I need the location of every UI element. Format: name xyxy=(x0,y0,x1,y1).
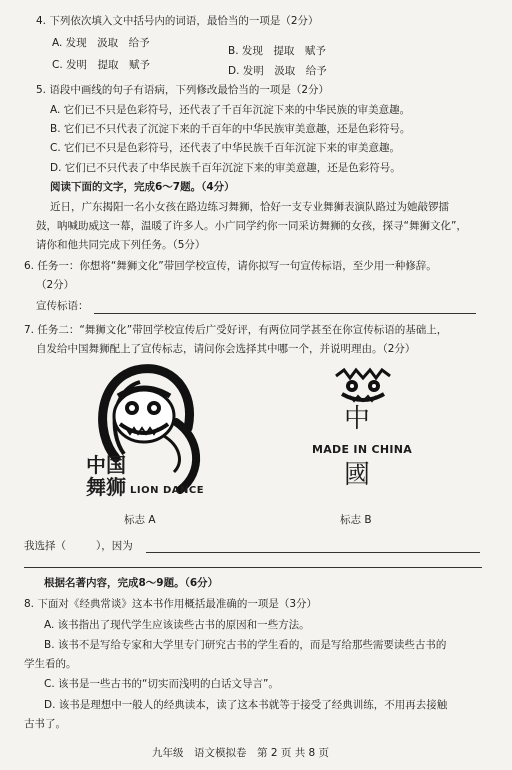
logo-a-text-en: LION DANCE xyxy=(130,485,205,496)
q8-option-a: A. 该书指出了现代学生应该读些古书的原因和一些方法。 xyxy=(44,619,310,631)
passage-line-3: 请你和他共同完成下列任务。（5分） xyxy=(36,239,206,251)
caption-logo-a: 标志 A xyxy=(124,514,156,526)
lion-head-logo-b xyxy=(330,366,396,406)
q4-option-a: A. 发现 汲取 给予 xyxy=(52,37,150,49)
q8-option-b-line-2: 学生看的。 xyxy=(24,658,77,670)
page-footer: 九年级 语文模拟卷 第 2 页 共 8 页 xyxy=(152,747,330,759)
q8-option-d-line-2: 古书了。 xyxy=(24,718,66,730)
q8-option-b-line-1: B. 该书不是写给专家和大学里专门研究古书的学生看的，而是写给那些需要读些古书的 xyxy=(44,639,447,651)
logo-b-char-zhong: 中 xyxy=(344,404,371,434)
slogan-label: 宣传标语： xyxy=(36,300,89,312)
reading-instruction-8-9: 根据名著内容，完成8～9题。（6分） xyxy=(44,577,219,589)
q6-line-2: （2分） xyxy=(36,279,75,291)
logo-a-text-lion-dance: 舞狮 xyxy=(86,475,126,499)
q7-line-2: 自发给中国舞狮配上了宣传标志，请问你会选择其中哪一个，并说明理由。（2分） xyxy=(36,343,416,355)
q7-line-1: 7. 任务二：“舞狮文化”带回学校宣传后广受好评，有两位同学甚至在你宣传标语的基础上， xyxy=(24,324,448,336)
logo-a-text-china: 中国 xyxy=(86,453,126,477)
logo-b-made-in-china: MADE IN CHINA xyxy=(312,443,413,456)
q8-option-d-line-1: D. 该书是理想中一般人的经典读本，读了这本书就等于接受了经典训练，不用再去接触 xyxy=(44,699,448,711)
reading-instruction-6-7: 阅读下面的文字，完成6～7题。（4分） xyxy=(50,181,235,193)
q5-stem: 5. 语段中画线的句子有语病，下列修改最恰当的一项是（2分） xyxy=(36,84,330,96)
q5-option-c: C. 它们已不只是色彩符号，还代表了中华民族千百年沉淀下来的审美意趣。 xyxy=(50,142,401,154)
q8-stem: 8. 下面对《经典常谈》这本书作用概括最准确的一项是（3分） xyxy=(24,598,318,610)
passage-line-1: 近日，广东揭阳一名小女孩在路边练习舞狮，恰好一支专业舞狮表演队路过为她敲锣擂 xyxy=(50,201,449,213)
q4-option-c: C. 发明 提取 赋予 xyxy=(52,59,151,71)
reason-prompt: ），因为 xyxy=(96,540,133,552)
reason-answer-line-1[interactable] xyxy=(146,552,480,553)
reason-answer-line-2[interactable] xyxy=(24,567,482,568)
choice-prompt: 我选择（ xyxy=(24,540,66,552)
passage-line-2: 鼓，呐喊助威这一幕，温暖了许多人。小广同学约你一同采访舞狮的女孩，探寻“舞狮文化”， xyxy=(36,220,467,232)
q6-line-1: 6. 任务一：你想将“舞狮文化”带回学校宣传，请你拟写一句宣传标语，至少用一种修辞。 xyxy=(24,260,437,272)
q4-option-d: D. 发明 汲取 给予 xyxy=(228,65,327,77)
logo-b-char-guo: 國 xyxy=(344,460,371,490)
q5-option-d: D. 它们已不只代表了中华民族千百年沉淀下来的审美意趣，还是色彩符号。 xyxy=(50,162,401,174)
q5-option-b: B. 它们已不只代表了沉淀下来的千百年的中华民族审美意趣，还是色彩符号。 xyxy=(50,123,411,135)
q5-option-a: A. 它们已不只是色彩符号，还代表了千百年沉淀下来的中华民族的审美意趣。 xyxy=(50,104,411,116)
q4-option-b: B. 发现 提取 赋予 xyxy=(228,45,326,57)
q4-stem: 4. 下列依次填入文中括号内的词语，最恰当的一项是（2分） xyxy=(36,15,319,27)
slogan-answer-line[interactable] xyxy=(94,313,476,314)
q8-option-c: C. 该书是一些古书的“切实而浅明的白话文导言”。 xyxy=(44,678,279,690)
caption-logo-b: 标志 B xyxy=(340,514,372,526)
